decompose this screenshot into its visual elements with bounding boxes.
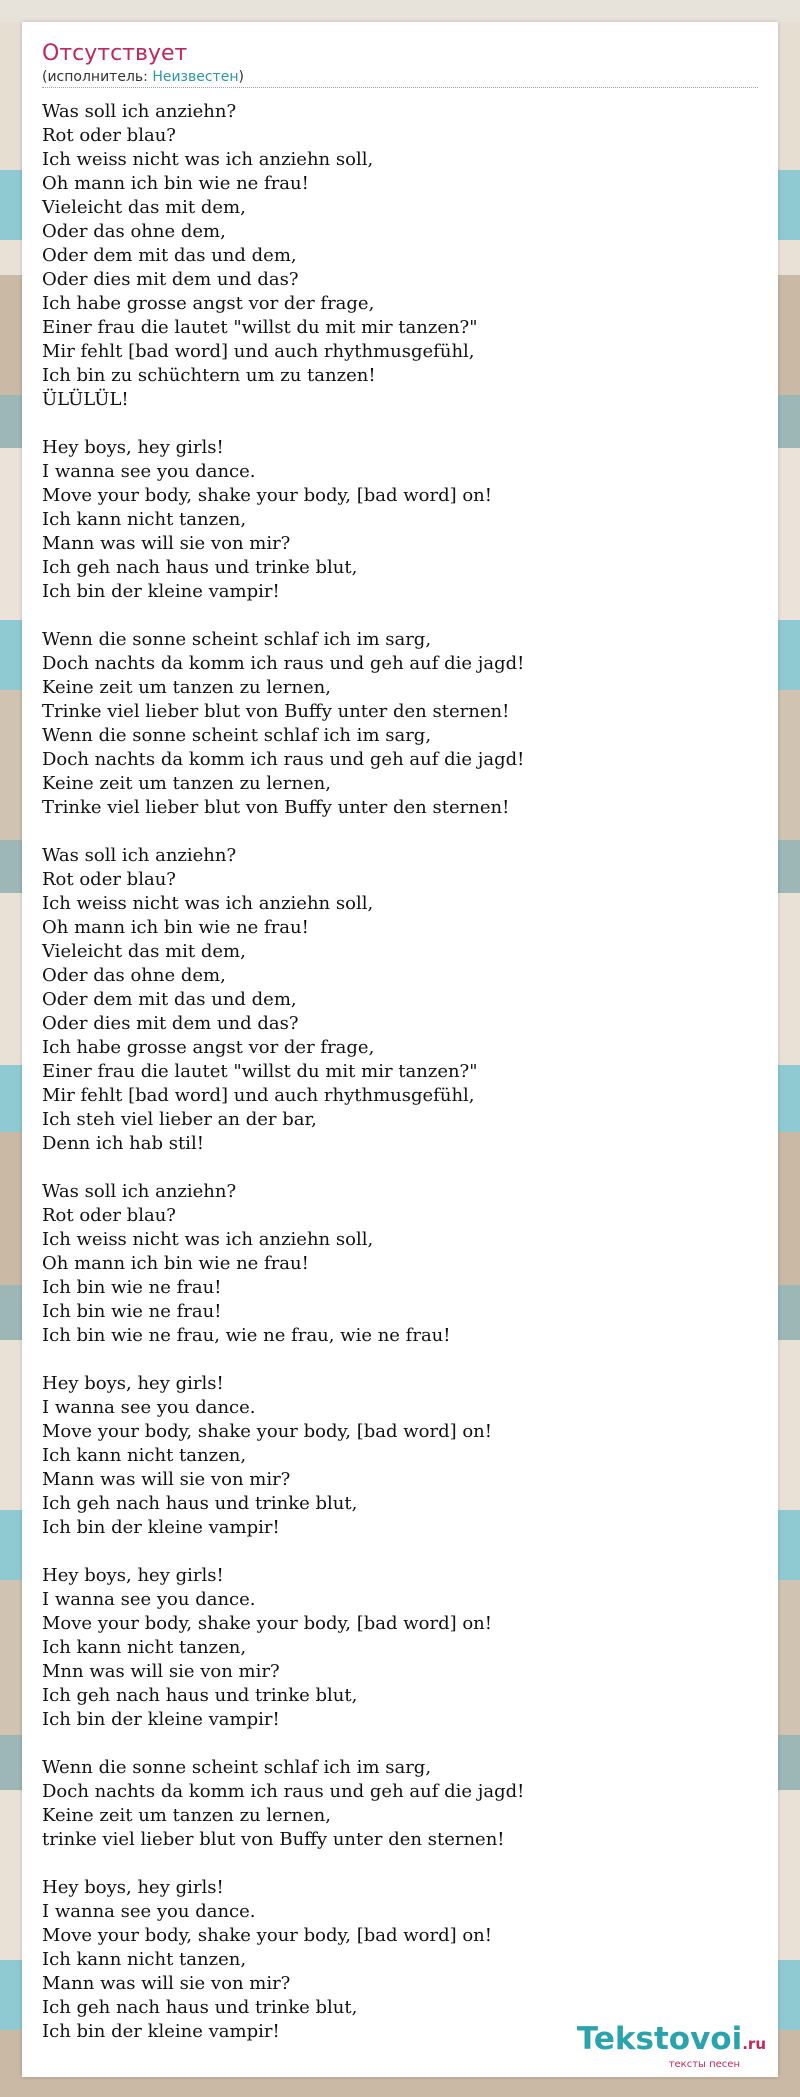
- lyric-line: Ich bin wie ne frau!: [42, 1277, 222, 1298]
- lyric-line: Ich kann nicht tanzen,: [42, 1949, 247, 1970]
- lyric-line: Einer frau die lautet "willst du mit mir tanzen?": [42, 317, 478, 338]
- lyric-line: Ich bin zu schüchtern um zu tanzen!: [42, 365, 376, 386]
- lyrics-stanza: [42, 1180, 758, 1348]
- lyric-line: Oder dem mit das und dem,: [42, 245, 297, 266]
- lyric-line: Mann was will sie von mir?: [42, 1973, 291, 1994]
- artist-prefix: (исполнитель:: [42, 69, 153, 85]
- lyric-line: Ich bin wie ne frau, wie ne frau, wie ne frau!: [42, 1325, 451, 1346]
- lyric-line: Oder dies mit dem und das?: [42, 1013, 299, 1034]
- lyric-line: Move your body, shake your body, [bad word] on!: [42, 485, 493, 506]
- lyric-line: Keine zeit um tanzen zu lernen,: [42, 677, 331, 698]
- lyric-line: Was soll ich anziehn?: [42, 101, 237, 122]
- lyric-line: Ich habe grosse angst vor der frage,: [42, 293, 375, 314]
- site-logo[interactable]: [577, 2022, 766, 2071]
- lyric-line: Move your body, shake your body, [bad word] on!: [42, 1613, 493, 1634]
- lyric-line: Mnn was will sie von mir?: [42, 1661, 280, 1682]
- lyric-line: Was soll ich anziehn?: [42, 1181, 237, 1202]
- lyric-line: Ich bin wie ne frau!: [42, 1301, 222, 1322]
- lyric-line: Ich weiss nicht was ich anziehn soll,: [42, 149, 374, 170]
- lyrics-stanza: [42, 844, 758, 1156]
- lyric-line: Hey boys, hey girls!: [42, 1565, 224, 1586]
- lyric-line: Oder dem mit das und dem,: [42, 989, 297, 1010]
- lyric-line: I wanna see you dance.: [42, 1589, 256, 1610]
- lyric-line: Ich geh nach haus und trinke blut,: [42, 1493, 358, 1514]
- stanza-gap: [42, 1540, 758, 1564]
- lyric-line: Mann was will sie von mir?: [42, 1469, 291, 1490]
- lyric-line: Einer frau die lautet "willst du mit mir tanzen?": [42, 1061, 478, 1082]
- lyric-line: Denn ich hab stil!: [42, 1133, 204, 1154]
- lyric-line: Keine zeit um tanzen zu lernen,: [42, 1805, 331, 1826]
- lyric-line: Rot oder blau?: [42, 1205, 176, 1226]
- lyric-line: I wanna see you dance.: [42, 461, 256, 482]
- logo-tagline: тексты песен: [668, 2059, 740, 2070]
- lyrics-card: [22, 22, 778, 2077]
- lyric-line: Doch nachts da komm ich raus und geh auf die jagd!: [42, 653, 525, 674]
- lyric-line: Ich geh nach haus und trinke blut,: [42, 1997, 358, 2018]
- lyric-line: Ich weiss nicht was ich anziehn soll,: [42, 893, 374, 914]
- stanza-gap: [42, 604, 758, 628]
- lyric-line: Trinke viel lieber blut von Buffy unter den sternen!: [42, 701, 510, 722]
- stanza-gap: [42, 1732, 758, 1756]
- lyric-line: I wanna see you dance.: [42, 1397, 256, 1418]
- lyric-line: Ich weiss nicht was ich anziehn soll,: [42, 1229, 374, 1250]
- lyric-line: Wenn die sonne scheint schlaf ich im sarg,: [42, 725, 432, 746]
- lyric-line: Oh mann ich bin wie ne frau!: [42, 1253, 309, 1274]
- artist-suffix: ): [238, 69, 244, 85]
- logo-tld: .ru: [742, 2035, 766, 2053]
- lyric-line: Move your body, shake your body, [bad word] on!: [42, 1421, 493, 1442]
- lyric-line: Ich kann nicht tanzen,: [42, 1637, 247, 1658]
- lyric-line: Keine zeit um tanzen zu lernen,: [42, 773, 331, 794]
- stanza-gap: [42, 412, 758, 436]
- lyric-line: Ich kann nicht tanzen,: [42, 1445, 247, 1466]
- song-header: [42, 40, 758, 88]
- logo-name: Tekstovoi: [576, 2021, 743, 2057]
- lyric-line: Vieleicht das mit dem,: [42, 941, 246, 962]
- logo-wordmark: [577, 2022, 766, 2061]
- lyric-line: ÜLÜLÜL!: [42, 389, 129, 410]
- lyric-line: Oder dies mit dem und das?: [42, 269, 299, 290]
- stanza-gap: [42, 1348, 758, 1372]
- lyric-line: Ich geh nach haus und trinke blut,: [42, 1685, 358, 1706]
- lyrics-stanza: [42, 1756, 758, 1852]
- lyrics-stanza: [42, 1564, 758, 1732]
- lyrics-stanza: [42, 100, 758, 412]
- lyrics-stanza: [42, 1372, 758, 1540]
- lyrics-body: [42, 100, 758, 2044]
- artist-line: [42, 68, 758, 88]
- lyric-line: Hey boys, hey girls!: [42, 1877, 224, 1898]
- artist-link[interactable]: Неизвестен: [152, 69, 239, 85]
- lyric-line: Ich bin der kleine vampir!: [42, 1709, 280, 1730]
- lyric-line: trinke viel lieber blut von Buffy unter den sternen!: [42, 1829, 505, 1850]
- lyric-line: Move your body, shake your body, [bad word] on!: [42, 1925, 493, 1946]
- stanza-gap: [42, 1852, 758, 1876]
- lyrics-stanza: [42, 1876, 758, 2044]
- lyric-line: Ich kann nicht tanzen,: [42, 509, 247, 530]
- lyric-line: Ich geh nach haus und trinke blut,: [42, 557, 358, 578]
- stanza-gap: [42, 820, 758, 844]
- lyric-line: Ich bin der kleine vampir!: [42, 1517, 280, 1538]
- lyric-line: Oder das ohne dem,: [42, 221, 226, 242]
- song-title: Отсутствует: [42, 41, 188, 66]
- stanza-gap: [42, 1156, 758, 1180]
- lyric-line: Doch nachts da komm ich raus und geh auf die jagd!: [42, 1781, 525, 1802]
- lyric-line: I wanna see you dance.: [42, 1901, 256, 1922]
- lyric-line: Doch nachts da komm ich raus und geh auf die jagd!: [42, 749, 525, 770]
- page-top-strip: [0, 0, 800, 22]
- lyrics-stanza: [42, 436, 758, 604]
- lyric-line: Hey boys, hey girls!: [42, 1373, 224, 1394]
- lyric-line: Trinke viel lieber blut von Buffy unter den sternen!: [42, 797, 510, 818]
- lyric-line: Vieleicht das mit dem,: [42, 197, 246, 218]
- lyric-line: Mann was will sie von mir?: [42, 533, 291, 554]
- lyric-line: Ich steh viel lieber an der bar,: [42, 1109, 317, 1130]
- lyric-line: Rot oder blau?: [42, 869, 176, 890]
- lyric-line: Oh mann ich bin wie ne frau!: [42, 173, 309, 194]
- lyric-line: Oh mann ich bin wie ne frau!: [42, 917, 309, 938]
- lyric-line: Ich bin der kleine vampir!: [42, 581, 280, 602]
- lyric-line: Rot oder blau?: [42, 125, 176, 146]
- lyric-line: Ich bin der kleine vampir!: [42, 2021, 280, 2042]
- lyrics-stanza: [42, 628, 758, 820]
- lyric-line: Ich habe grosse angst vor der frage,: [42, 1037, 375, 1058]
- lyric-line: Mir fehlt [bad word] und auch rhythmusgefühl,: [42, 1085, 475, 1106]
- lyric-line: Oder das ohne dem,: [42, 965, 226, 986]
- lyric-line: Was soll ich anziehn?: [42, 845, 237, 866]
- lyric-line: Wenn die sonne scheint schlaf ich im sarg,: [42, 1757, 432, 1778]
- lyric-line: Wenn die sonne scheint schlaf ich im sarg,: [42, 629, 432, 650]
- lyric-line: Hey boys, hey girls!: [42, 437, 224, 458]
- lyric-line: Mir fehlt [bad word] und auch rhythmusgefühl,: [42, 341, 475, 362]
